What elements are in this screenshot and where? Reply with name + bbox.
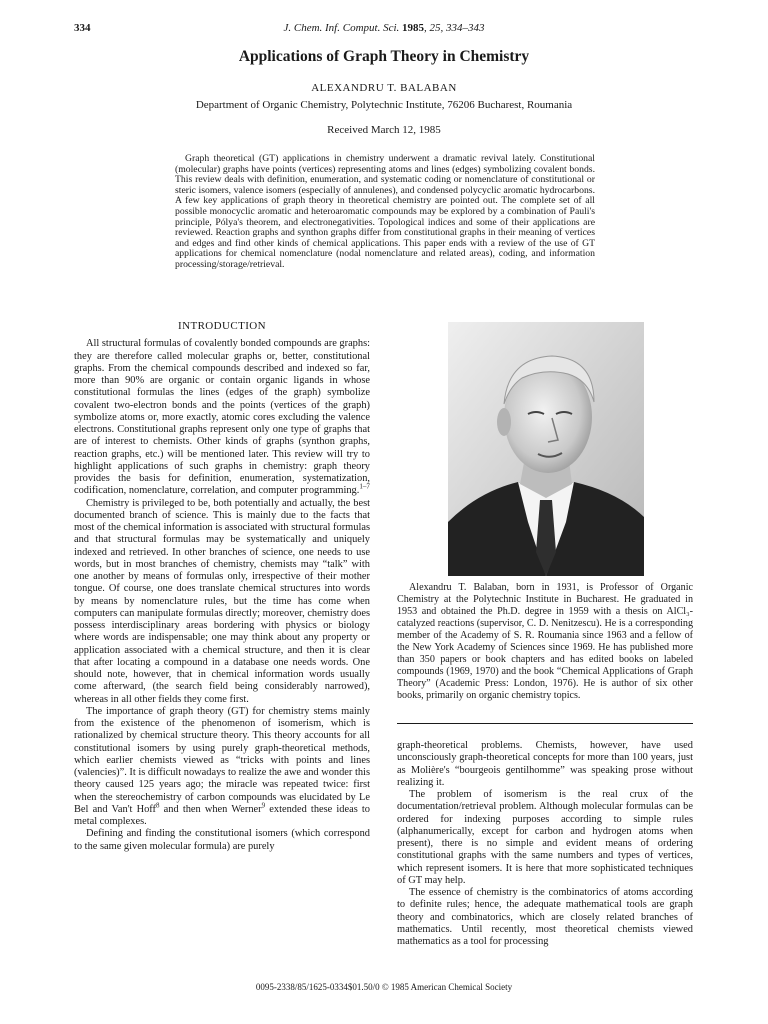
continued-paragraph: graph-theoretical problems. Chemists, however, have used unconsciously graph-theoretical concepts for more than 100 years, just as Molière's “bourgeois gentilhomme” was speaking prose without realizing it. bbox=[397, 740, 693, 788]
footer-copyright: 0095-2338/85/1625-0334$01.50/0 © 1985 American Chemical Society bbox=[255, 982, 513, 992]
intro-paragraph-1 bbox=[74, 338, 370, 497]
page-number: 334 bbox=[74, 22, 91, 34]
reference-marker: 8 bbox=[156, 801, 160, 810]
intro-paragraph-3-text-c: extended these ideas to metal complexes. bbox=[74, 803, 370, 827]
intro-paragraph-4: Defining and finding the constitutional isomers (which correspond to the same given molecular formula) are purely bbox=[74, 828, 370, 852]
left-column bbox=[74, 320, 370, 853]
journal-volume-pages: , 25, 334–343 bbox=[424, 22, 485, 34]
intro-paragraph-3-text-a: The importance of graph theory (GT) for chemistry stems mainly from the existence of the phenomenon of isomerism, which is rationalized by chemical structure theory. This theory accounts for all constitutional isomers by using purely graph-theoretical methods, which earlier chemists viewed as “tricks with points and lines (valencies)”. It is difficult nowadays to realize the awe and wonder this theory caused 125 years ago; the miracle was repeated twice: first when the stereochemistry of carbon compounds was elucidated by Le Bel and Van't Hoff bbox=[74, 705, 370, 815]
abstract: Graph theoretical (GT) applications in chemistry underwent a dramatic revival lately. Constitutional (molecular) graphs have points (vertices) representing atoms and lines (edges) symbolizing covalent bonds. This review deals with definition, enumeration, and systematic coding or nomenclature of constitutional or steric isomers, valence isomers (especially of annulenes), and condensed polycyclic aromatic hydrocarbons. A few key applications of graph theory in theoretical chemistry are pointed out. The complete set of all possible monocyclic aromatic and heteroaromatic compounds may be explored by a combination of Pauli's principle, Pólya's theorem, and electronegativities. Topological indices and some of their applications are reviewed. Reaction graphs and synthon graphs differ from constitutional graphs in their meaning of vertices and edges and find other kinds of chemical applications. This paper ends with a review of the use of GT applications for chemical nomenclature (nodal nomenclature and related areas), coding, and information processing/storage/retrieval. bbox=[175, 153, 595, 270]
received-date: Received March 12, 1985 bbox=[327, 124, 441, 136]
journal-citation bbox=[0, 22, 768, 34]
author-portrait bbox=[448, 322, 644, 576]
affiliation: Department of Organic Chemistry, Polytechnic Institute, 76206 Bucharest, Roumania bbox=[195, 99, 573, 111]
intro-paragraph-3-text-b: and then when Werner bbox=[159, 803, 262, 815]
right-column bbox=[397, 740, 693, 948]
intro-paragraph-3 bbox=[74, 706, 370, 829]
isomerism-paragraph: The problem of isomerism is the real crux of the documentation/retrieval problem. Although molecular formulas can be ordered for indexing purposes according to simple rules (alphanumerically, except for carbon and hydrogen atoms when present), there is no simple and evident means of ordering constitutional graphs with the same numbers and types of vertices, which represent isomers. It is here that more sophisticated techniques of GT may help. bbox=[397, 789, 693, 886]
combinatorics-paragraph: The essence of chemistry is the combinatorics of atoms according to definite rules; hence, the adequate mathematical tools are graph theory and combinatorics, which are closely related branches of mathematics. Until recently, most theoretical chemists viewed mathematics as a tool for processing bbox=[397, 887, 693, 947]
author-name: ALEXANDRU T. BALABAN bbox=[311, 82, 457, 94]
section-divider bbox=[397, 723, 693, 724]
journal-name: J. Chem. Inf. Comput. Sci. bbox=[283, 22, 400, 34]
introduction-heading: INTRODUCTION bbox=[178, 320, 266, 332]
intro-paragraph-2: Chemistry is privileged to be, both potentially and actually, the best documented branch of science. This is mainly due to the facts that most of the chemical information is associated with structural formulas and that structural formulas may be systematically and uniquely indexed and retrieved. In other branches of science, one needs to use words, but in most branches of chemistry, chemists may “talk” with one another by means of formulas only, irrespective of their mother tongue. Of course, one does translate chemical structures into words by means by nomenclature rules, but the time has come when computers can manipulate formulas directly; moreover, chemistry does possess interdisciplinary areas bordering with physics or biology where words are indispensable; one may think about any property or application associated with a chemical structure, and then it is clear that after locating a compound in a database one needs words. One should note, however, that in chemical information words usually come afterward, (the search field being considerably narrowed), whereas in all other fields they come first. bbox=[74, 497, 370, 705]
reference-marker: 1–7 bbox=[359, 482, 370, 491]
journal-year: 1985 bbox=[402, 22, 425, 34]
reference-marker: 9 bbox=[261, 801, 266, 810]
author-biography: Alexandru T. Balaban, born in 1931, is Professor of Organic Chemistry at the Polytechnic Institute in Bucharest. He graduated in 1953 and obtained the Ph.D. degree in 1959 with a thesis on AlCl₃-catalyzed reactions (supervisor, C. D. Nenitzescu). He is a corresponding member of the Academy of S. R. Roumania since 1963 and a fellow of the New York Academy of Sciences since 1969. He has published more than 350 papers or book chapters and has edited books on labeled compounds (1969, 1970) and the book “Chemical Applications of Graph Theory” (Academic Press: London, 1976). He is author of six other books, primarily on organic chemistry topics. bbox=[397, 582, 693, 701]
portrait-illustration bbox=[448, 322, 644, 576]
article-title: Applications of Graph Theory in Chemistry bbox=[238, 48, 530, 65]
intro-paragraph-1-text: All structural formulas of covalently bonded compounds are graphs: they are therefore called molecular graphs or, better, constitutional graphs. From the chemical compounds described and indexed so far, more than 90% are organic or contain organic ligands in whose constitutional formulas the lines (edges of the graph) symbolize covalent two-electron bonds and the points (vertices of the graph) symbolize atoms or, more exactly, atomic cores excluding the valence electrons. Constitutional graphs represent only one type of graphs that are of interest to chemists. Other kinds of graphs (synthon graphs, reaction graphs, etc.) will be mentioned later. This review will try to highlight applications of such graphs in chemistry: graph theory provides the basis for definition, enumeration, systematization, codification, nomenclature, correlation, and computer programming. bbox=[74, 338, 370, 497]
